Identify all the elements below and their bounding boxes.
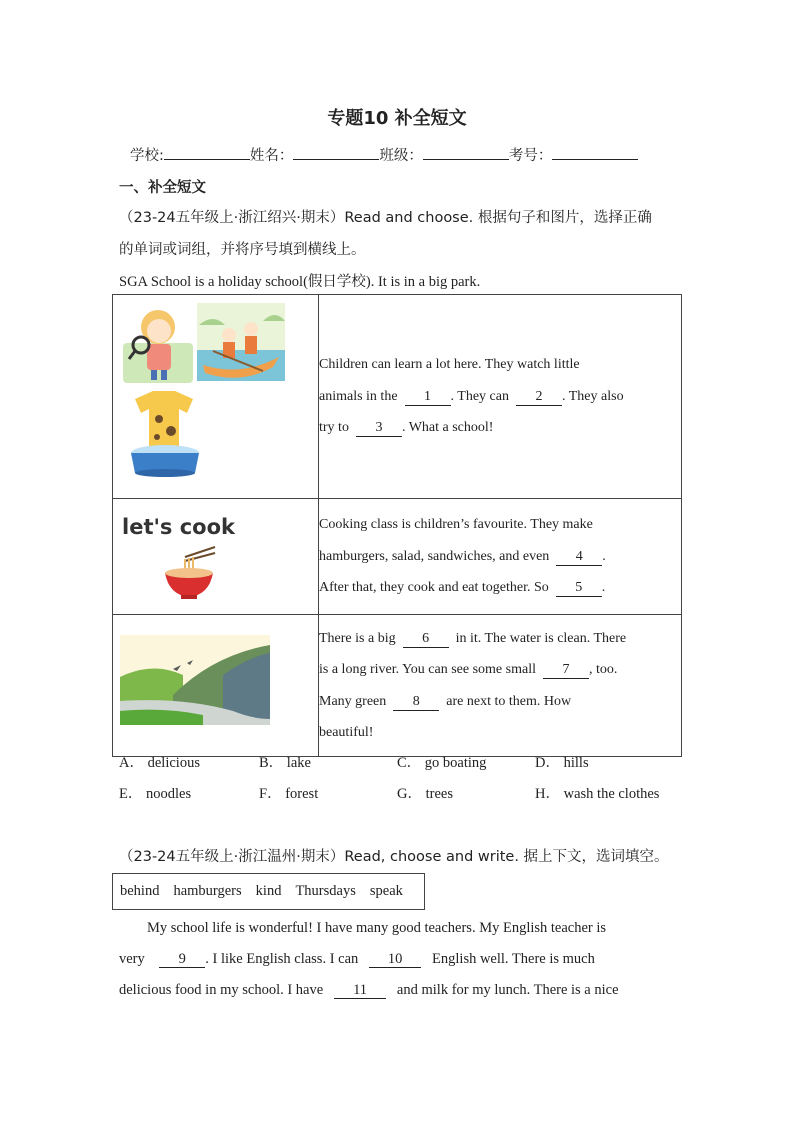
- q1-intro-line3: SGA School is a holiday school(假日学校). It is in a big park.: [119, 274, 481, 290]
- text-cell: [319, 499, 682, 615]
- option-letter: D．: [535, 755, 560, 771]
- blank-8[interactable]: 8: [393, 694, 439, 711]
- blank-3[interactable]: 3: [356, 420, 402, 437]
- row1-line3-part-b: . What a school!: [401, 420, 494, 436]
- word-bank-item: hamburgers: [173, 883, 242, 899]
- row1-line1: Children can learn a lot here. They watch little: [319, 357, 580, 373]
- option-letter: B．: [259, 755, 284, 771]
- option-letter: G．: [397, 786, 422, 802]
- text-cell: [319, 295, 682, 499]
- blank-11[interactable]: 11: [334, 982, 386, 999]
- table-row: [113, 615, 682, 757]
- option-f: [259, 782, 318, 803]
- child-magnifier-icon: [123, 310, 193, 383]
- option-b: [259, 751, 311, 772]
- blank-5[interactable]: 5: [556, 580, 602, 597]
- picture-cell: [113, 499, 319, 615]
- option-c: [397, 751, 486, 772]
- picture-cell: [113, 615, 319, 757]
- option-text: forest: [285, 786, 319, 802]
- option-letter: A．: [119, 755, 144, 771]
- option-d: [535, 751, 589, 772]
- row1-line3: [319, 412, 681, 444]
- option-text: go boating: [424, 755, 487, 771]
- row2-line3: [319, 572, 681, 604]
- row3-line2-part-b: , too.: [588, 662, 618, 677]
- name-field[interactable]: [293, 144, 379, 160]
- picture-cell: [113, 295, 319, 499]
- passage-line3-part-a: delicious food in my school. I have: [119, 982, 324, 998]
- row3-line2: [319, 654, 681, 686]
- page-title: 专题10 补全短文: [327, 108, 467, 129]
- passage-line1: My school life is wonderful! I have many good teachers. My English teacher is: [147, 920, 607, 936]
- word-bank-item: Thursdays: [295, 883, 356, 899]
- passage-line2: [119, 951, 672, 968]
- row1-line2-part-b: . They can: [450, 388, 509, 404]
- passage-line3-part-b: and milk for my lunch. There is a nice: [396, 982, 619, 998]
- row1-line2-part-a: animals in the: [319, 388, 398, 404]
- kid-magnifier-boating-washing-illustration: [113, 295, 318, 493]
- school-label: 学校:: [130, 148, 164, 164]
- word-bank-item: behind: [120, 883, 160, 899]
- row3-line2-part-a: is a long river. You can see some small: [319, 662, 536, 677]
- word-bank: [112, 873, 425, 910]
- q1-intro-line1: （23-24五年级上·浙江绍兴·期末）Read and choose. 根据句子和图片，选择正确: [119, 210, 652, 226]
- question-table: [112, 294, 682, 757]
- option-a: [119, 751, 200, 772]
- blank-10[interactable]: 10: [369, 951, 421, 968]
- table-row: [113, 499, 682, 615]
- passage-line2-part-a: very: [119, 951, 145, 967]
- name-label: 姓名：: [249, 148, 294, 164]
- row2-line2-part-b: .: [602, 548, 606, 564]
- exam-no-label: 考号：: [508, 148, 553, 164]
- blank-4[interactable]: 4: [556, 549, 602, 566]
- class-label: 班级：: [379, 148, 423, 164]
- row3-line1-part-a: There is a big: [319, 630, 396, 646]
- passage-line2-part-c: English well. There is much: [432, 951, 595, 967]
- option-letter: F．: [259, 786, 282, 802]
- option-text: wash the clothes: [563, 786, 660, 802]
- option-g: [397, 782, 453, 803]
- row2-line1: Cooking class is children’s favourite. They make: [319, 517, 593, 533]
- class-field[interactable]: [423, 144, 509, 160]
- row1-line2-part-c: . They also: [562, 388, 624, 404]
- row2-line2: [319, 541, 681, 573]
- option-text: delicious: [147, 755, 200, 771]
- passage-line3: [119, 982, 672, 999]
- school-field[interactable]: [164, 144, 250, 160]
- row2-line2-part-a: hamburgers, salad, sandwiches, and even: [319, 548, 550, 564]
- row3-line3-part-a: Many green: [319, 693, 387, 709]
- row3-line1-part-b: in it. The water is clean. There: [455, 630, 627, 646]
- row2-line3-part-a: After that, they cook and eat together. So: [319, 580, 549, 596]
- option-letter: H．: [535, 786, 560, 802]
- row3-line3-part-b: are next to them. How: [446, 693, 572, 709]
- text-cell: [319, 615, 682, 757]
- noodle-bowl-icon: [113, 499, 318, 614]
- row3-line3: [319, 686, 681, 718]
- exam-no-field[interactable]: [552, 144, 638, 160]
- blank-7[interactable]: 7: [543, 662, 589, 679]
- word-bank-item: kind: [255, 883, 282, 899]
- lake-hills-landscape-illustration: [113, 615, 318, 751]
- row1-line2: [319, 381, 681, 413]
- section-heading: 一、补全短文: [119, 180, 206, 196]
- washing-clothes-icon: [131, 391, 199, 477]
- blank-6[interactable]: 6: [403, 631, 449, 648]
- lets-cook-logo: let's cook: [122, 515, 235, 539]
- passage-line2-part-b: . I like English class. I can: [205, 951, 359, 967]
- table-row: [113, 295, 682, 499]
- boating-icon: [197, 303, 285, 381]
- q2-intro: （23-24五年级上·浙江温州·期末）Read, choose and write. 据上下文，选词填空。: [119, 849, 669, 865]
- option-letter: E．: [119, 786, 143, 802]
- row3-line1: [319, 623, 681, 655]
- option-text: hills: [563, 755, 589, 771]
- blank-2[interactable]: 2: [516, 389, 562, 406]
- option-text: lake: [286, 755, 311, 771]
- row3-line4: beautiful!: [319, 725, 374, 740]
- row2-line3-part-b: .: [601, 580, 606, 596]
- option-letter: C．: [397, 755, 422, 771]
- option-text: noodles: [145, 786, 192, 802]
- q1-intro-line2: 的单词或词组，并将序号填到横线上。: [119, 242, 366, 258]
- option-e: [119, 782, 191, 803]
- blank-1[interactable]: 1: [405, 389, 451, 406]
- row1-line3-part-a: try to: [319, 420, 349, 436]
- option-text: trees: [425, 786, 453, 802]
- word-bank-item: speak: [369, 883, 403, 899]
- option-h: [535, 782, 659, 803]
- blank-9[interactable]: 9: [159, 951, 205, 968]
- student-info-line: [130, 144, 638, 165]
